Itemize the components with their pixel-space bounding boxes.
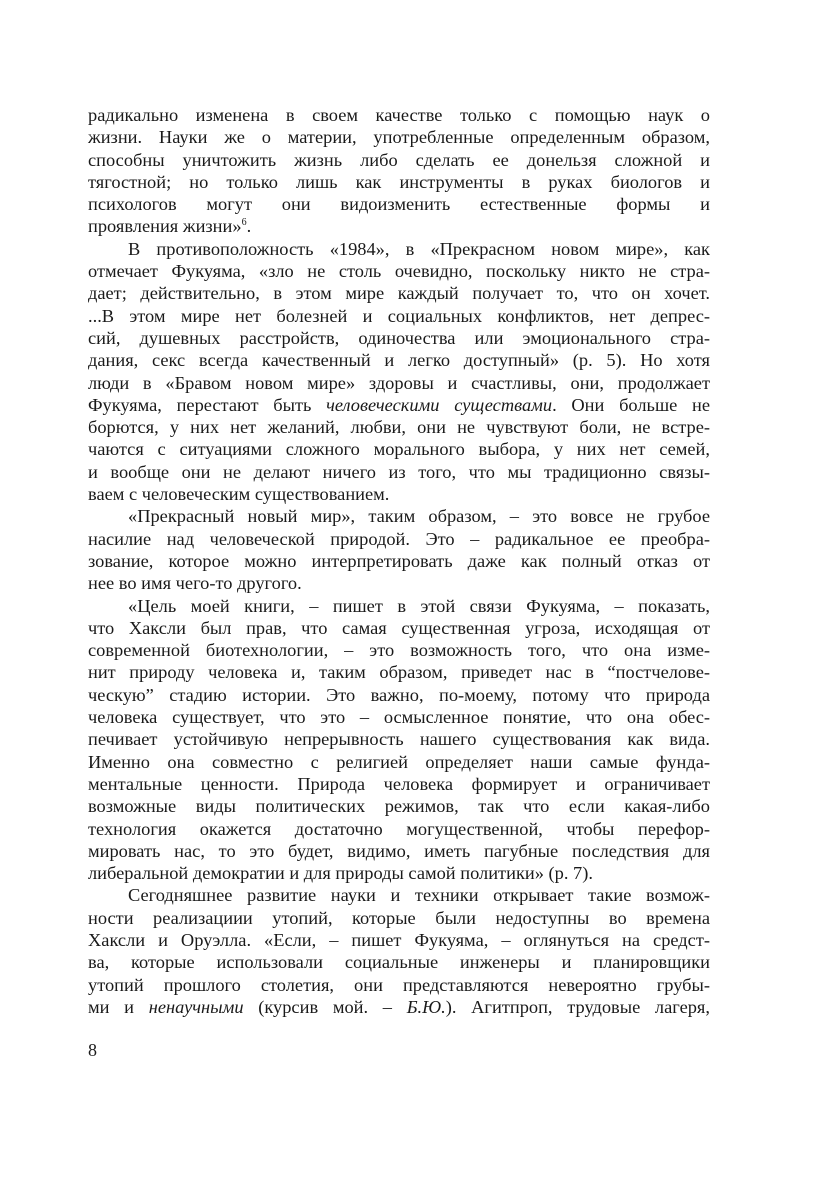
text-line — [88, 438, 710, 460]
line-text: что Хаксли был прав, что самая существенная угроза, исходящая от — [88, 617, 710, 638]
line-text: способны уничтожить жизнь либо сделать ее донельзя сложной и — [88, 149, 710, 170]
text-line — [88, 595, 710, 617]
line-text: ва, которые использовали социальные инженеры и планировщики — [88, 952, 710, 973]
line-text: чаются с ситуациями сложного морального выбора, у них нет семей, — [88, 439, 710, 460]
line-text: дания, секс всегда качественный и легко доступный» (p. 5). Но хотя — [88, 350, 710, 371]
line-text: «Цель моей книги, – пишет в этой связи Фукуяма, – показать, — [128, 595, 710, 616]
line-text: ...В этом мире нет болезней и социальных конфликтов, нет депрес- — [88, 305, 710, 326]
text-line — [88, 728, 710, 750]
text-line — [88, 505, 710, 527]
line-text: радикально изменена в своем качестве только с помощью наук о — [88, 105, 710, 125]
line-text: Именно она совместно с религией определяет наши самые фунда- — [88, 751, 710, 772]
line-text: отмечает Фукуяма, «зло не столь очевидно, поскольку никто не стра- — [88, 261, 710, 282]
line-text: (курсив мой. – — [243, 996, 407, 1017]
line-text: ). Агитпроп, трудовые лагеря, — [445, 996, 710, 1017]
body-text — [88, 104, 710, 1018]
line-text: технология окажется достаточно могущественной, чтобы перефор- — [88, 818, 710, 839]
line-text: насилие над человеческой природой. Это – радикальное ее преобра- — [88, 528, 710, 549]
line-text: дает; действительно, в этом мире каждый получает то, что он хочет. — [88, 283, 710, 304]
line-text: ческую” стадию истории. Это важно, по-моему, потому что природа — [88, 684, 710, 705]
text-line — [88, 126, 710, 148]
text-line — [88, 372, 710, 394]
line-text: «Прекрасный новый мир», таким образом, – это вовсе не грубое — [128, 506, 710, 527]
line-text: печивает устойчивую непрерывность нашего существования как вида. — [88, 729, 710, 750]
line-text: Хаксли и Оруэлла. «Если, – пишет Фукуяма, – оглянуться на средст- — [88, 929, 710, 950]
line-text: В противоположность «1984», в «Прекрасном новом мире», как — [128, 238, 710, 259]
text-line — [88, 751, 710, 773]
line-text: ваем с человеческим существованием. — [88, 484, 390, 505]
text-line — [88, 550, 710, 572]
line-text: психологов могут они видоизменить естественные формы и — [88, 194, 710, 215]
line-text: . — [246, 216, 252, 237]
line-text: возможные виды политических режимов, так что если какая-либо — [88, 796, 710, 817]
text-line — [88, 149, 710, 171]
text-line — [88, 572, 710, 594]
text-line — [88, 193, 710, 215]
text-line — [88, 617, 710, 639]
text-line — [88, 327, 710, 349]
text-line — [88, 639, 710, 661]
text-line — [88, 349, 710, 371]
line-text: мировать нас, то это будет, видимо, иметь пагубные последствия для — [88, 840, 710, 861]
line-text: ности реализациии утопий, которые были недоступны во времена — [88, 907, 710, 928]
text-line — [88, 684, 710, 706]
text-line — [88, 974, 710, 996]
italic-text: ненаучными — [148, 996, 244, 1017]
line-text: утопий прошлого столетия, они представляются невероятно грубы- — [88, 974, 710, 995]
text-line — [88, 706, 710, 728]
line-text: борются, у них нет желаний, любви, они не чувствуют боли, не встре- — [88, 417, 710, 438]
line-text: зование, которое можно интерпретировать даже как полный отказ от — [88, 550, 710, 571]
text-line — [88, 884, 710, 906]
line-text: нее во имя чего-то другого. — [88, 573, 302, 594]
text-line — [88, 661, 710, 683]
text-line — [88, 305, 710, 327]
line-text: и вообще они не делают ничего из того, что мы традиционно связы- — [88, 461, 710, 482]
text-line — [88, 104, 710, 126]
text-line — [88, 282, 710, 304]
text-line — [88, 238, 710, 260]
text-line — [88, 951, 710, 973]
page-number: 8 — [88, 1040, 97, 1060]
line-text: люди в «Бравом новом мире» здоровы и счастливы, они, продолжает — [88, 372, 710, 393]
text-line — [88, 929, 710, 951]
line-text: либеральной демократии и для природы самой политики» (p. 7). — [88, 863, 593, 884]
text-line — [88, 483, 710, 505]
text-line — [88, 416, 710, 438]
line-text: жизни. Науки же о материи, употребленные определенным образом, — [88, 127, 710, 148]
text-line — [88, 394, 710, 416]
text-line — [88, 840, 710, 862]
text-line — [88, 171, 710, 193]
text-line — [88, 818, 710, 840]
text-line — [88, 528, 710, 550]
text-line — [88, 260, 710, 282]
line-text: ментальные ценности. Природа человека формирует и ограничивает — [88, 773, 710, 794]
line-text: проявления жизни» — [88, 216, 242, 237]
line-text: ми и — [88, 996, 149, 1017]
text-line — [88, 996, 710, 1018]
italic-text: человеческими существами — [326, 394, 553, 415]
line-text: Сегодняшнее развитие науки и техники открывает такие возмож- — [128, 885, 710, 906]
text-line — [88, 215, 710, 237]
line-text: современной биотехнологии, – это возможность того, что она изме- — [88, 640, 710, 661]
text-line — [88, 795, 710, 817]
italic-text: Б.Ю. — [406, 996, 446, 1017]
text-line — [88, 907, 710, 929]
line-text: человека существует, что это – осмысленное понятие, что она обес- — [88, 707, 710, 728]
line-text: Фукуяма, перестают быть — [88, 394, 327, 415]
line-text: сий, душевных расстройств, одиночества или эмоционального стра- — [88, 327, 710, 348]
text-line — [88, 862, 710, 884]
text-line — [88, 773, 710, 795]
line-text: . Они больше не — [552, 394, 710, 415]
line-text: тягостной; но только лишь как инструменты в руках биологов и — [88, 171, 710, 192]
text-line — [88, 461, 710, 483]
footnote-ref: 6 — [241, 217, 247, 229]
line-text: нит природу человека и, таким образом, приведет нас в “постчелове- — [88, 662, 710, 683]
